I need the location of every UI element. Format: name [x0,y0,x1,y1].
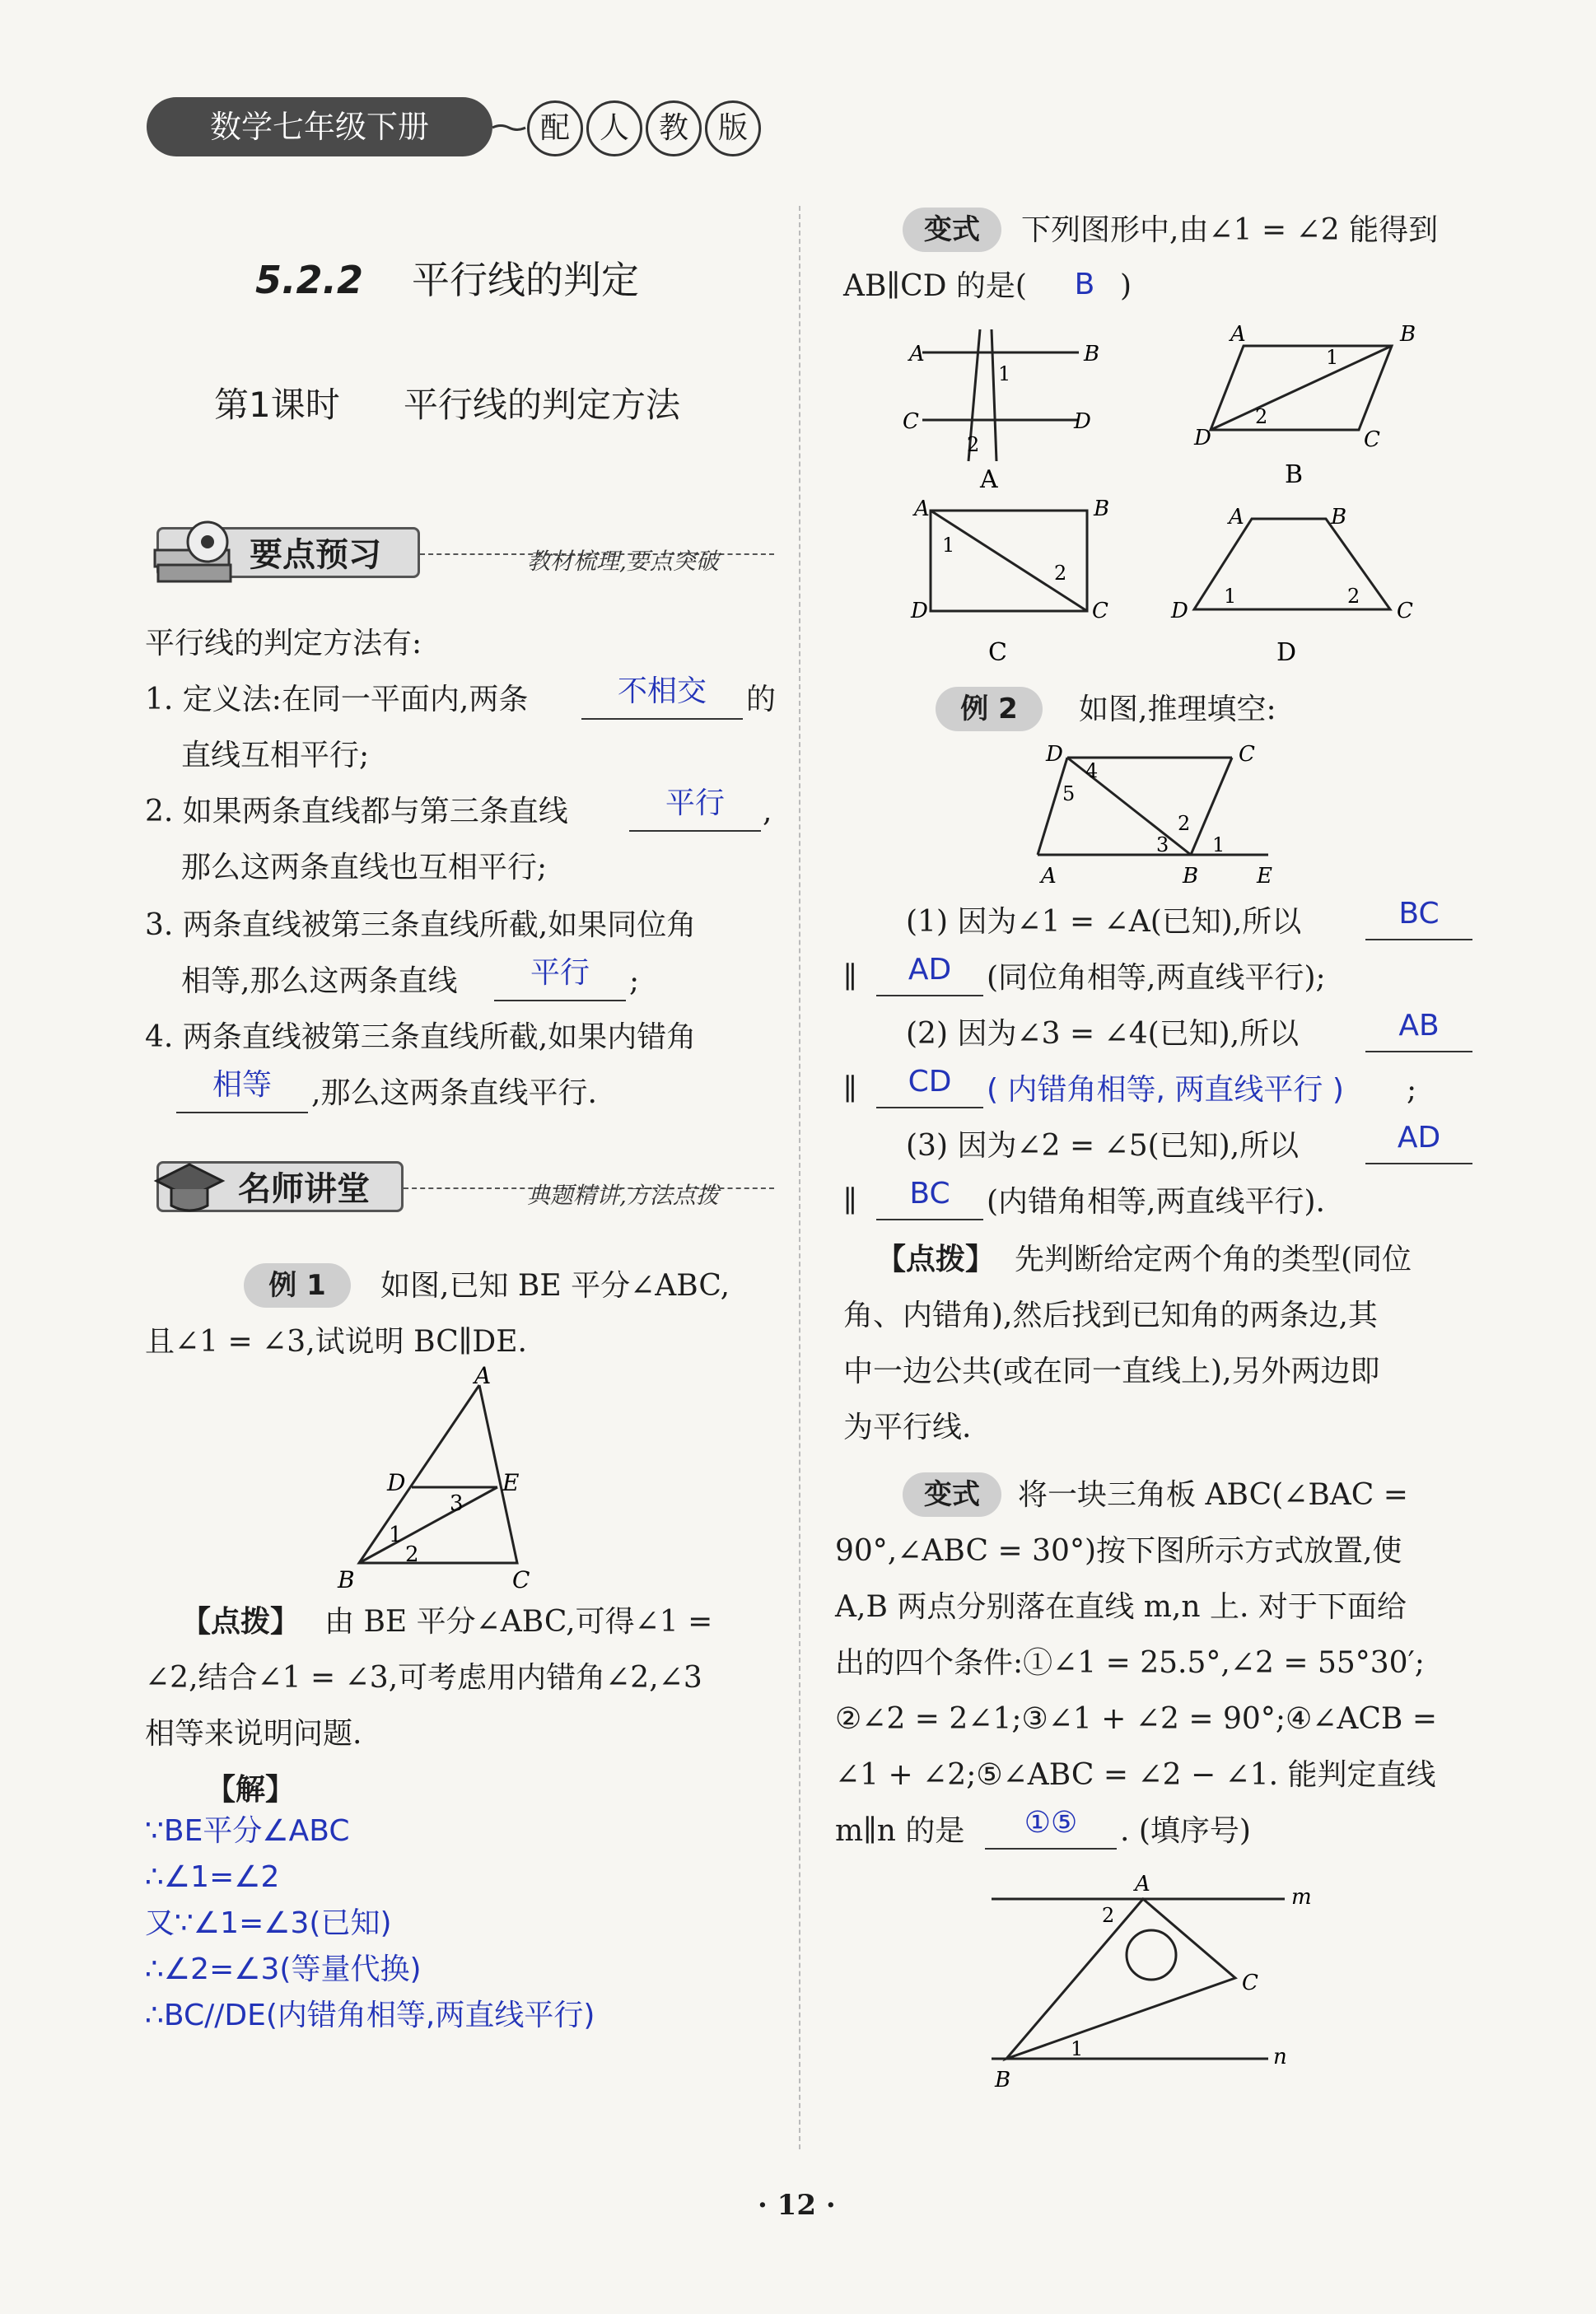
svg-text:D: D [1171,599,1188,623]
book-title: 数学七年级下册 [147,97,492,156]
svg-text:2: 2 [967,433,980,456]
variant-2-blank [985,1848,1117,1850]
solution-line-1: ∵BE平分∠ABC [145,1814,350,1848]
svg-text:D: D [911,599,928,623]
solution-line-5: ∴BC//DE(内错角相等,两直线平行) [145,1999,595,2032]
example-2-item2-mid: ∥ [843,1073,857,1107]
edition-char-1: 配 [527,100,583,156]
example-2-item1-pre: (1) 因为∠1 = ∠A(已知),所以 [906,905,1302,939]
option-A-label: A [980,465,998,494]
svg-text:E: E [1257,864,1272,889]
example-2-item1-mid: ∥ [843,961,857,995]
fig-v2-label-A: A [1135,1872,1150,1896]
answer-blank-1 [581,718,743,720]
fig-v2-angle-2: 2 [1102,1904,1115,1927]
example-2-item2-pre: (2) 因为∠3 = ∠4(已知),所以 [906,1017,1300,1051]
example-2-ans-3b: BC [909,1177,950,1211]
example-2-ans-2b: CD [908,1065,952,1099]
fig-v2-label-m: m [1291,1885,1312,1910]
fig-v2-angle-1: 1 [1071,2037,1084,2060]
blank-2-2b [876,1107,983,1108]
svg-text:2: 2 [1178,812,1191,835]
svg-text:A: A [1229,505,1244,530]
variant-2-answer: ①⑤ [1024,1806,1078,1840]
svg-text:1: 1 [1224,585,1237,608]
svg-text:3: 3 [1156,833,1169,856]
option-A-figure [898,329,1120,494]
preview-item-4-post: ,那么这两条直线平行. [311,1076,597,1110]
fig1-label-B: B [338,1566,355,1593]
blank-2-1b [876,995,983,996]
svg-text:C: C [1239,742,1255,767]
variant-2-figure [980,1869,1334,2100]
answer-blank-4 [176,1112,308,1113]
preview-item-3-cont: 相等,那么这两条直线 [181,964,458,998]
section-number: 5.2.2 [255,258,363,302]
svg-text:1: 1 [942,534,955,557]
svg-text:B: B [1183,864,1199,889]
example-2-item2-reason: ( 内错角相等, 两直线平行 ) [987,1073,1344,1107]
example-2-hint-line4: 为平行线. [843,1411,972,1444]
example-2-ans-3a: AD [1397,1121,1441,1155]
answer-blank-2 [629,830,761,832]
preview-intro: 平行线的判定方法有: [145,627,422,660]
option-D-figure [1169,494,1425,675]
variant-2-last-pre: m∥n 的是 [835,1814,965,1848]
preview-item-1-cont: 直线互相平行; [181,739,370,772]
lecture-section-label: 名师讲堂 [156,1161,404,1212]
blank-2-2a [1365,1051,1472,1052]
example-1-figure [338,1362,552,1593]
fig-v2-label-B: B [995,2068,1011,2092]
svg-text:C: C [1364,427,1380,452]
svg-text:2: 2 [1054,562,1067,585]
variant-1-line2-pre: AB∥CD 的是( [843,269,1027,303]
fig1-label-E: E [502,1469,520,1496]
variant-2-line3: A,B 两点分别落在直线 m,n 上. 对于下面给 [835,1590,1407,1624]
lecture-note: 典题精讲,方法点拨 [527,1182,719,1209]
svg-text:A: A [1230,322,1246,347]
fig1-angle-3: 3 [450,1491,464,1516]
example-1-hint-line3: 相等来说明问题. [145,1717,362,1751]
books-icon [150,517,240,588]
example-1-line1: 如图,已知 BE 平分∠ABC, [380,1269,730,1303]
solution-line-3: 又∵∠1=∠3(已知) [145,1906,392,1940]
edition-char-3: 教 [646,100,702,156]
variant-1-tag: 变式 [903,208,1001,252]
example-2-hint-label: 【点拨】 [876,1243,996,1276]
preview-item-1-post: 的 [746,683,777,716]
example-1-line2: 且∠1 = ∠3,试说明 BC∥DE. [145,1325,527,1359]
svg-text:A: A [909,342,925,366]
example-2-ans-2a: AB [1398,1009,1440,1043]
blank-2-3b [876,1219,983,1220]
graduation-cap-icon [148,1151,231,1222]
variant-2-line2: 90°,∠ABC = 30°)按下图所示方式放置,使 [835,1534,1402,1568]
edition-char-2: 人 [586,100,642,156]
svg-text:5: 5 [1062,782,1076,805]
example-2-item3-post: (内错角相等,两直线平行). [987,1185,1325,1219]
example-1-hint-line1: 由 BE 平分∠ABC,可得∠1 = [324,1605,713,1639]
svg-text:D: D [1194,426,1211,450]
variant-2-tag: 变式 [903,1472,1001,1517]
svg-text:2: 2 [1347,585,1360,608]
header-connector [492,124,525,132]
variant-1-line2-post: ) [1120,269,1132,303]
option-B-label: B [1285,460,1304,489]
example-2-line1: 如图,推理填空: [1079,693,1276,726]
blank-2-3a [1365,1163,1472,1164]
svg-text:C: C [903,409,919,434]
fig1-label-A: A [474,1362,492,1389]
fig-v2-label-n: n [1273,2045,1287,2069]
svg-text:B: B [1331,505,1347,530]
fig1-angle-1: 1 [389,1523,403,1547]
fig1-label-D: D [387,1469,406,1496]
option-C-figure [906,494,1110,675]
example-1-solution-label: 【解】 [206,1773,296,1807]
option-D-label: D [1276,638,1297,667]
page-number: · 12 · [758,2189,836,2222]
example-2-ans-1b: AD [908,953,952,987]
fig1-label-C: C [512,1566,530,1593]
svg-text:B: B [1084,342,1100,366]
preview-answer-1: 不相交 [617,674,707,708]
preview-item-3: 3. 两条直线被第三条直线所截,如果同位角 [145,908,697,942]
preview-note: 教材梳理,要点突破 [527,548,719,575]
fig-v2-label-C: C [1242,1971,1258,1995]
variant-2-last-post: . (填序号) [1120,1814,1251,1848]
lesson-title: 平行线的判定方法 [404,385,681,425]
svg-text:2: 2 [1255,405,1268,428]
example-2-hint-line2: 角、内错角),然后找到已知角的两条边,其 [843,1299,1378,1332]
variant-2-line1: 将一块三角板 ABC(∠BAC = [1018,1478,1408,1512]
preview-answer-2: 平行 [665,786,725,820]
preview-answer-4: 相等 [212,1068,272,1102]
variant-1-line1: 下列图形中,由∠1 = ∠2 能得到 [1021,213,1439,247]
lesson-number: 第1课时 [214,385,340,425]
edition-char-4: 版 [705,100,761,156]
variant-2-line6: ∠1 + ∠2;⑤∠ABC = ∠2 − ∠1. 能判定直线 [835,1758,1436,1792]
preview-item-2-cont: 那么这两条直线也互相平行; [181,851,548,884]
example-2-item3-pre: (3) 因为∠2 = ∠5(已知),所以 [906,1129,1300,1163]
variant-2-line5: ②∠2 = 2∠1;③∠1 + ∠2 = 90°;④∠ACB = [835,1702,1437,1736]
svg-text:4: 4 [1085,759,1099,782]
svg-text:B: B [1094,497,1110,521]
column-divider [799,206,800,2149]
example-1-hint-line2: ∠2,结合∠1 = ∠3,可考虑用内错角∠2,∠3 [145,1661,702,1695]
example-2-item3-mid: ∥ [843,1185,857,1219]
preview-item-3-post: ; [629,964,640,998]
example-1-tag: 例 1 [244,1263,351,1308]
solution-line-4: ∴∠2=∠3(等量代换) [145,1952,422,1986]
svg-text:A: A [914,497,930,521]
example-2-item1-post: (同位角相等,两直线平行); [987,961,1326,995]
option-B-figure [1194,321,1441,494]
example-2-hint-line1: 先判断给定两个角的类型(同位 [1015,1243,1412,1276]
example-2-item2-post: ; [1407,1073,1417,1107]
example-1-hint-label: 【点拨】 [181,1605,301,1639]
svg-text:1: 1 [1326,346,1339,369]
variant-1-answer: B [1074,268,1095,301]
preview-item-4: 4. 两条直线被第三条直线所截,如果内错角 [145,1020,697,1054]
blank-2-1a [1365,939,1472,940]
section-title: 平行线的判定 [412,258,639,302]
answer-blank-3 [494,1000,626,1001]
example-2-figure [1029,741,1293,889]
variant-2-line4: 出的四个条件:①∠1 = 25.5°,∠2 = 55°30′; [835,1646,1425,1680]
svg-text:1: 1 [998,362,1011,385]
preview-section-label: 要点预习 [156,527,420,578]
fig1-angle-2: 2 [405,1542,419,1567]
example-2-tag: 例 2 [936,687,1043,731]
preview-item-1: 1. 定义法:在同一平面内,两条 [145,683,529,716]
option-C-label: C [988,638,1007,667]
example-2-ans-1a: BC [1398,897,1440,931]
preview-answer-3: 平行 [530,956,590,990]
svg-text:B: B [1400,322,1416,347]
svg-text:C: C [1397,599,1413,623]
solution-line-2: ∴∠1=∠2 [145,1860,280,1894]
preview-item-2-post: , [763,795,772,828]
svg-text:D: D [1046,742,1063,767]
example-2-hint-line3: 中一边公共(或在同一直线上),另外两边即 [843,1355,1380,1388]
preview-item-2: 2. 如果两条直线都与第三条直线 [145,795,568,828]
svg-text:C: C [1092,599,1108,623]
svg-text:D: D [1074,409,1091,434]
svg-text:A: A [1041,864,1057,889]
svg-text:1: 1 [1212,833,1225,856]
